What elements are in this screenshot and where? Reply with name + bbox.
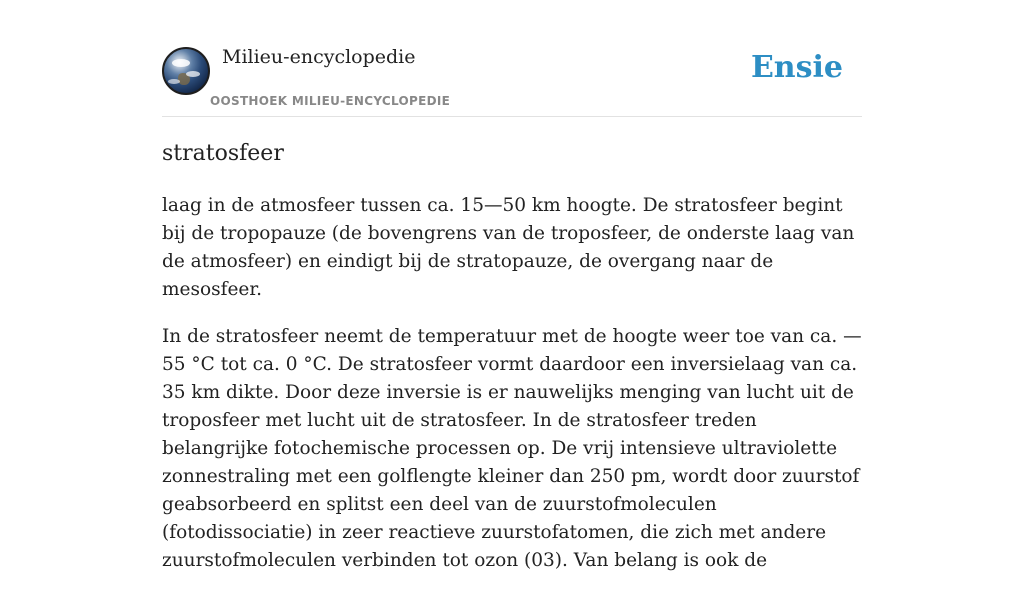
site-header	[162, 0, 862, 117]
globe-cloud	[186, 71, 200, 77]
earth-globe-icon[interactable]	[162, 47, 210, 95]
site-name-link[interactable]: Milieu-encyclopedie	[222, 46, 416, 68]
content-container	[162, 0, 862, 571]
article-paragraph: In de stratosfeer neemt de temperatuur met de hoogte weer toe van ca. —55 °C tot ca. 0 °C. De stratosfeer vormt daardoor een inversielaag van ca. 35 km dikte. Door deze inversie is er nauwelijks menging van lucht uit de troposfeer met lucht uit de stratosfeer. In de stratosfeer treden belangrijke fotochemische processen op. De vrij intensieve ultraviolette zonnestraling met een golflengte kleiner dan 250 pm, wordt door zuurstof geabsorbeerd en splitst een deel van de zuurstofmoleculen (fotodissociatie) in zeer reactieve zuurstofatomen, die zich met andere zuurstofmoleculen verbinden tot ozon (03). Van belang is ook de	[162, 326, 862, 571]
encyclopedia-subtitle[interactable]: OOSTHOEK MILIEU-ENCYCLOPEDIE	[210, 94, 451, 108]
article-body	[162, 192, 862, 594]
globe-cloud	[168, 79, 180, 84]
ensie-logo-link[interactable]: Ensie	[750, 50, 843, 85]
globe-cloud	[172, 59, 190, 67]
article-paragraph: laag in de atmosfeer tussen ca. 15—50 km hoogte. De stratosfeer begint bij de tropopauze (de bovengrens van de troposfeer, de onderste laag van de atmosfeer) en eindigt bij de stratopauze, de overgang naar de mesosfeer.	[162, 195, 855, 300]
article-title: stratosfeer	[162, 141, 284, 166]
